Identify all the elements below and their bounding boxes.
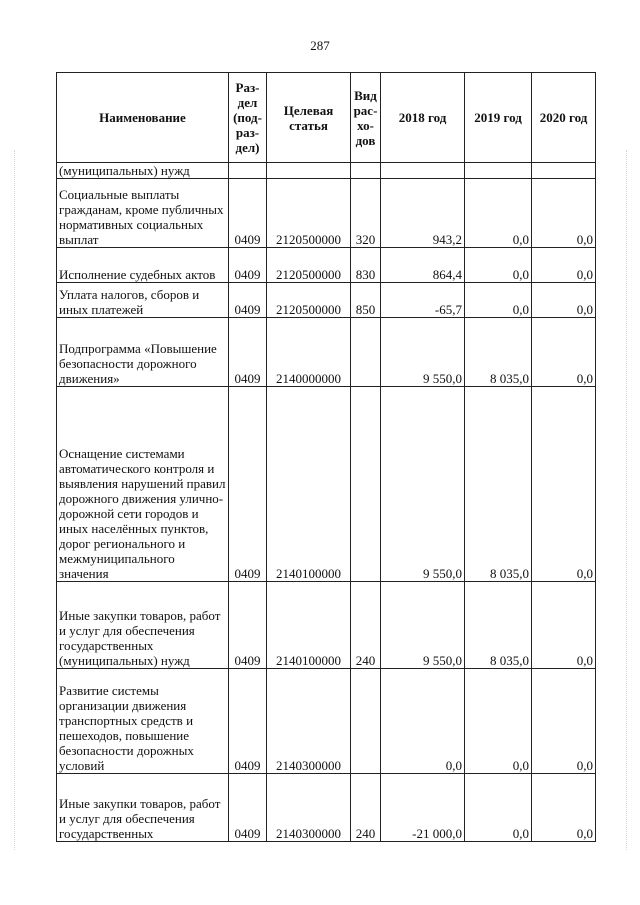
row-name: Подпрограмма «Повышение безопасности дорожного движения» [57, 318, 229, 387]
row-2020: 0,0 [532, 669, 596, 774]
table-row [57, 774, 596, 842]
row-2020: 0,0 [532, 387, 596, 582]
row-target: 2120500000 [267, 283, 351, 318]
row-2018: -65,7 [381, 283, 465, 318]
left-margin-dots [14, 150, 16, 850]
row-name: (муниципальных) нужд [57, 163, 229, 179]
row-2020: 0,0 [532, 179, 596, 248]
row-2020 [532, 163, 596, 179]
header-name: Наименование [57, 73, 229, 163]
row-name: Исполнение судебных актов [57, 248, 229, 283]
row-type: 830 [351, 248, 381, 283]
row-name: Иные закупки товаров, работ и услуг для обеспечения государственных [57, 774, 229, 842]
header-section: Раз- дел (под- раз- дел) [229, 73, 267, 163]
row-type [351, 387, 381, 582]
header-2019: 2019 год [465, 73, 532, 163]
row-2019: 8 035,0 [465, 387, 532, 582]
row-2018 [381, 163, 465, 179]
row-2018: 9 550,0 [381, 318, 465, 387]
row-section: 0409 [229, 318, 267, 387]
row-2020: 0,0 [532, 582, 596, 669]
row-2018: 0,0 [381, 669, 465, 774]
row-target: 2140100000 [267, 582, 351, 669]
row-type: 850 [351, 283, 381, 318]
row-name: Оснащение системами автоматического контроля и выявления нарушений правил дорожного движения улично-дорожной сети городов и иных населённых пунктов, дорог регионального и межмуниципального значения [57, 387, 229, 582]
row-section: 0409 [229, 582, 267, 669]
row-section [229, 163, 267, 179]
row-type [351, 163, 381, 179]
row-name: Социальные выплаты гражданам, кроме публичных нормативных социальных выплат [57, 179, 229, 248]
row-2019: 0,0 [465, 179, 532, 248]
row-target: 2140300000 [267, 774, 351, 842]
table-row [57, 318, 596, 387]
row-target: 2140000000 [267, 318, 351, 387]
table-row [57, 387, 596, 582]
row-section: 0409 [229, 248, 267, 283]
row-2020: 0,0 [532, 283, 596, 318]
row-type: 320 [351, 179, 381, 248]
header-2020: 2020 год [532, 73, 596, 163]
page-number: 287 [310, 38, 330, 53]
table-row [57, 179, 596, 248]
header-type: Вид рас- хо- дов [351, 73, 381, 163]
row-section: 0409 [229, 179, 267, 248]
row-2018: 864,4 [381, 248, 465, 283]
row-type [351, 669, 381, 774]
table-row [57, 248, 596, 283]
row-target: 2140300000 [267, 669, 351, 774]
row-section: 0409 [229, 774, 267, 842]
row-2019: 8 035,0 [465, 318, 532, 387]
row-target: 2120500000 [267, 179, 351, 248]
row-2020: 0,0 [532, 774, 596, 842]
row-2018: -21 000,0 [381, 774, 465, 842]
row-2019: 0,0 [465, 248, 532, 283]
row-2018: 943,2 [381, 179, 465, 248]
row-name: Уплата налогов, сборов и иных платежей [57, 283, 229, 318]
row-2018: 9 550,0 [381, 387, 465, 582]
row-2019: 0,0 [465, 774, 532, 842]
row-2019: 0,0 [465, 283, 532, 318]
row-section: 0409 [229, 387, 267, 582]
row-target: 2140100000 [267, 387, 351, 582]
row-type [351, 318, 381, 387]
header-2018: 2018 год [381, 73, 465, 163]
budget-table [56, 72, 596, 842]
right-margin-dots [626, 150, 628, 850]
table-row [57, 582, 596, 669]
row-name: Развитие системы организации движения транспортных средств и пешеходов, повышение безопасности дорожных условий [57, 669, 229, 774]
table-row [57, 163, 596, 179]
table-row [57, 669, 596, 774]
row-section: 0409 [229, 669, 267, 774]
row-type: 240 [351, 774, 381, 842]
row-2019: 8 035,0 [465, 582, 532, 669]
row-2019: 0,0 [465, 669, 532, 774]
row-2020: 0,0 [532, 318, 596, 387]
row-2018: 9 550,0 [381, 582, 465, 669]
row-2019 [465, 163, 532, 179]
header-target: Целевая статья [267, 73, 351, 163]
row-target [267, 163, 351, 179]
table-header-row [57, 73, 596, 163]
row-name: Иные закупки товаров, работ и услуг для обеспечения государственных (муниципальных) нужд [57, 582, 229, 669]
row-type: 240 [351, 582, 381, 669]
row-section: 0409 [229, 283, 267, 318]
row-2020: 0,0 [532, 248, 596, 283]
row-target: 2120500000 [267, 248, 351, 283]
table-row [57, 283, 596, 318]
